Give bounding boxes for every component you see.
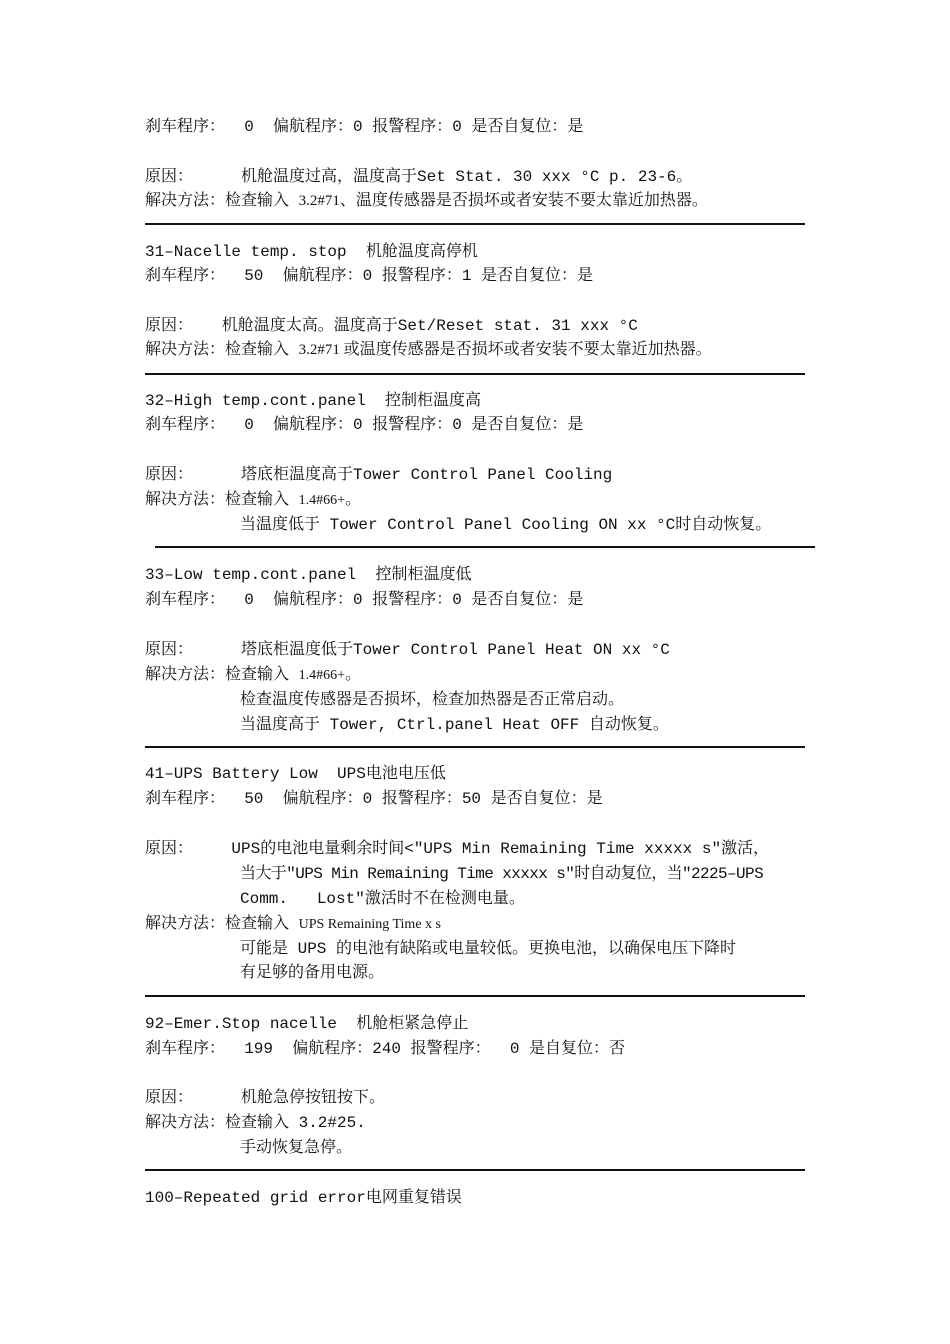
s31-title: 31–Nacelle temp. stop 机舱温度高停机 [145,243,478,261]
s41-cause-2: 当大于"UPS Min Remaining Time xxxxx s"时自动复位，当"2225–UPS [240,865,764,883]
s92-title: 92–Emer.Stop nacelle 机舱柜紧急停止 [145,1015,469,1033]
s33-cause: 原因： 塔底柜温度低于Tower Control Panel Heat ON xx °C [145,641,670,659]
s31-fix: 解决方法：检查输入 3.2#71 或温度传感器是否损坏或者安装不要太靠近加热器。 [145,341,712,359]
s33-title: 33–Low temp.cont.panel 控制柜温度低 [145,566,472,584]
divider [145,223,805,225]
s92-fix: 解决方法：检查输入 3.2#25. [145,1114,366,1132]
s41-fix-3: 有足够的备用电源。 [240,964,385,982]
s0-cause: 原因： 机舱温度过高，温度高于Set Stat. 30 xxx °C p. 23-6。 [145,168,693,186]
s31-cause: 原因： 机舱温度太高。温度高于Set/Reset stat. 31 xxx °C [145,317,638,335]
s41-cause-3: Comm. Lost"激活时不在检测电量。 [240,890,525,908]
s33-fix: 解决方法：检查输入 1.4#66+。 [145,666,362,684]
divider [145,746,805,748]
s32-params: 刹车程序： 0 偏航程序：0 报警程序：0 是否自复位：是 [145,416,584,434]
s0-fix: 解决方法：检查输入 3.2#71、温度传感器是否损坏或者安装不要太靠近加热器。 [145,192,708,210]
s33-fix-3: 当温度高于 Tower, Ctrl.panel Heat OFF 自动恢复。 [240,716,669,734]
s92-params: 刹车程序： 199 偏航程序：240 报警程序： 0 是自复位：否 [145,1040,626,1058]
divider [155,546,815,548]
s100-title: 100–Repeated grid error电网重复错误 [145,1189,462,1207]
s41-fix-2: 可能是 UPS 的电池有缺陷或电量较低。更换电池，以确保电压下降时 [240,940,737,958]
s0-params: 刹车程序： 0 偏航程序：0 报警程序：0 是否自复位：是 [145,118,584,136]
s41-title: 41–UPS Battery Low UPS电池电压低 [145,765,446,783]
divider [145,995,805,997]
s41-params: 刹车程序： 50 偏航程序：0 报警程序：50 是否自复位：是 [145,790,603,808]
s32-fix-2: 当温度低于 Tower Control Panel Cooling ON xx °C时自动恢复。 [240,516,772,534]
s31-params: 刹车程序： 50 偏航程序：0 报警程序：1 是否自复位：是 [145,267,594,285]
s92-fix-2: 手动恢复急停。 [240,1139,353,1157]
s33-params: 刹车程序： 0 偏航程序：0 报警程序：0 是否自复位：是 [145,591,584,609]
s33-fix-2: 检查温度传感器是否损坏，检查加热器是否正常启动。 [240,691,625,709]
s41-cause-1: 原因： UPS的电池电量剩余时间<"UPS Min Remaining Time xxxxx s"激活， [145,840,770,858]
s32-fix: 解决方法：检查输入 1.4#66+。 [145,491,362,509]
divider [145,373,805,375]
s32-title: 32–High temp.cont.panel 控制柜温度高 [145,392,482,410]
s32-cause: 原因： 塔底柜温度高于Tower Control Panel Cooling [145,466,613,484]
divider [145,1169,805,1171]
s41-fix: 解决方法：检查输入 UPS Remaining Time x s [145,915,441,933]
s92-cause: 原因： 机舱急停按钮按下。 [145,1089,386,1107]
